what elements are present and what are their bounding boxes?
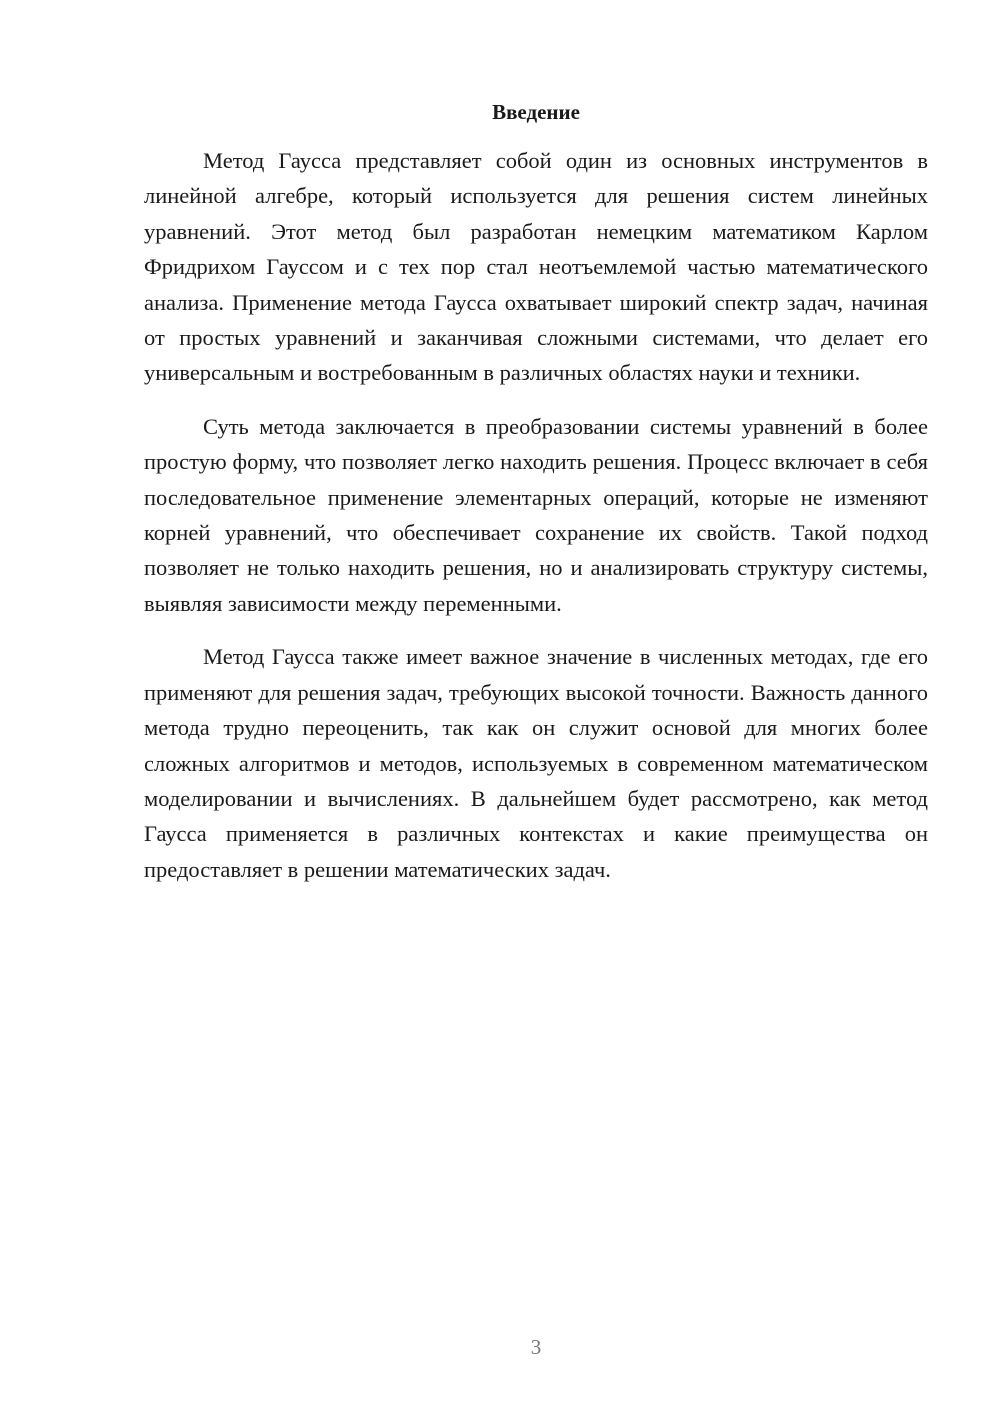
- body-text: [144, 143, 928, 905]
- page-number: 3: [530, 1335, 542, 1359]
- paragraph-2: Суть метода заключается в преобразовании системы уравнений в более простую форму, что позволяет легко находить решения. Процесс включает в себя последовательное применение элементарных операций, которые не изменяют корней уравнений, что обеспечивает сохранение их свойств. Такой подход позволяет не только находить решения, но и анализировать структуру системы, выявляя зависимости между переменными.: [144, 413, 928, 616]
- paragraph-1: Метод Гаусса представляет собой один из основных инструментов в линейной алгебре, который используется для решения систем линейных уравнений. Этот метод был разработан немецким математиком Карлом Фридрихом Гауссом и с тех пор стал неотъемлемой частью математического анализа. Применение метода Гаусса охватывает широкий спектр задач, начиная от простых уравнений и заканчивая сложными системами, что делает его универсальным и востребованным в различных областях науки и техники.: [144, 148, 928, 386]
- paragraph-3: Метод Гаусса также имеет важное значение в численных методах, где его применяют для решения задач, требующих высокой точности. Важность данного метода трудно переоценить, так как он служит основой для многих более сложных алгоритмов и методов, используемых в современном математическом моделировании и вычислениях. В дальнейшем будет рассмотрено, как метод Гаусса применяется в различных контекстах и какие преимущества он предоставляет в решении математических задач.: [144, 644, 928, 882]
- section-heading: Введение: [492, 100, 580, 124]
